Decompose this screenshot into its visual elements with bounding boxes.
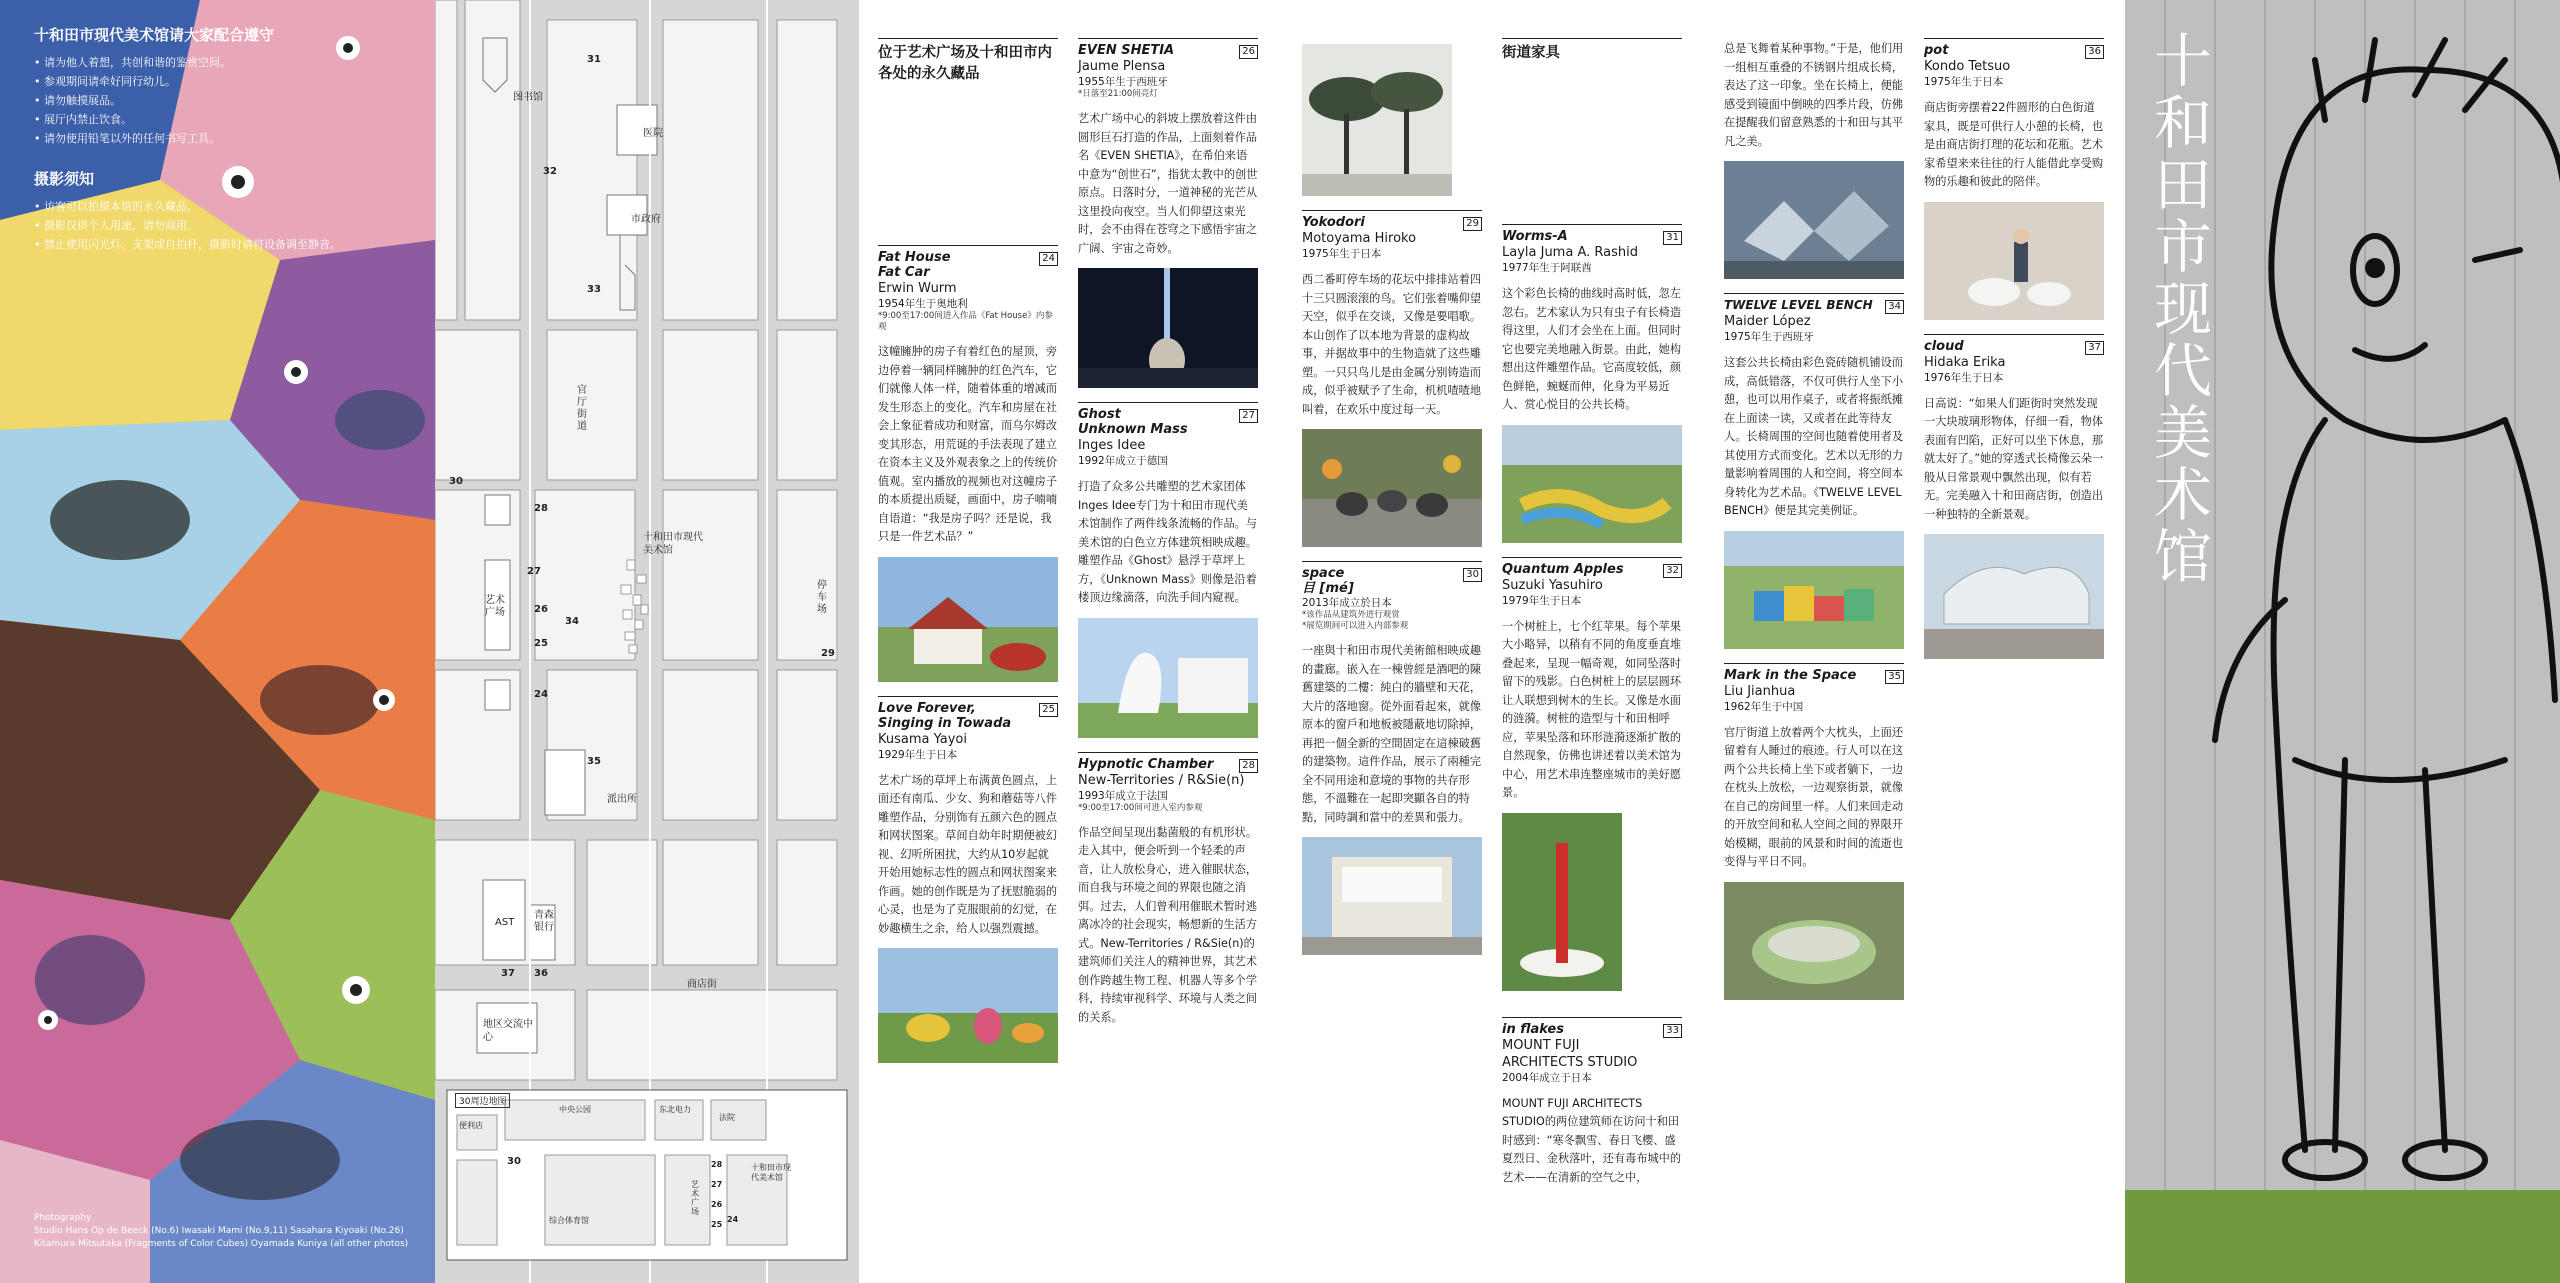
- trees-photo: [1302, 44, 1452, 196]
- entry-number: 31: [1663, 231, 1682, 245]
- pot-photo: [1924, 202, 2104, 320]
- entry-note: *日落至21:00间亮灯: [1078, 89, 1158, 99]
- map-label: 艺术广场: [485, 595, 505, 618]
- photo-rules-list: [34, 197, 424, 254]
- street-number: 36: [534, 968, 548, 979]
- inset-number: 30: [507, 1156, 521, 1167]
- entry-32: [1502, 557, 1682, 803]
- entry-meta: 2004年成立于日本: [1502, 1071, 1592, 1084]
- block-number: 24: [534, 689, 548, 700]
- even-shetia-photo: [1078, 268, 1258, 388]
- entry-description: 西二番町停车场的花坛中排排站着四十三只圆滚滚的鸟。它们张着嘴仰望天空，似乎在交谈，又像是要唱歌。本山创作了以本地为背景的虚构故事，并据故事中的生物造就了这些雕塑。一只只鸟儿是由金属分别铸造而成，似乎被赋予了生命，机机喳喳地叫着，在欢乐中度过每一天。: [1302, 273, 1482, 416]
- entry-number: 33: [1663, 1024, 1682, 1038]
- entry-31: [1502, 224, 1682, 415]
- street-number: 29: [821, 648, 835, 659]
- in-flakes-photo: [1724, 161, 1904, 279]
- continued-text: 总是飞舞着某种事物。”于是，他们用一组相互重叠的不锈钢片组成长椅，表达了这一印象。坐在长椅上，便能感受到镜面中倒映的四季片段，仿佛在提醒我们留意熟悉的十和田与其平凡之美。: [1724, 42, 1904, 148]
- map-label: 十和田市现代美术馆: [643, 532, 703, 556]
- entry-artist: Kondo Tetsuo: [1924, 59, 2011, 74]
- map-label: 青森银行: [534, 910, 554, 933]
- entry-title: space 目 [mé]: [1302, 566, 1354, 596]
- museum-title: 十和田市现代美术馆: [2144, 30, 2212, 588]
- photo-rules-title: 摄影须知: [34, 170, 95, 188]
- entry-number: 26: [1239, 45, 1258, 59]
- entry-title: Hypnotic Chamber: [1078, 756, 1214, 772]
- column-4: [1502, 38, 1682, 1197]
- entry-meta: 1992年成立于德国: [1078, 455, 1168, 467]
- entry-meta: 1955年生于西班牙: [1078, 76, 1168, 88]
- entry-33: [1502, 1017, 1682, 1188]
- entry-artist: Liu Jianhua: [1724, 683, 1796, 699]
- space-gallery-photo: [1302, 837, 1482, 955]
- map-label: 综合体育馆: [549, 1216, 589, 1225]
- map-label: 便利店: [459, 1121, 483, 1130]
- street-number: 31: [587, 54, 601, 65]
- entry-meta: 1975年生于日本: [1302, 248, 1382, 260]
- map-label: 十和田市现代美术馆: [751, 1163, 791, 1182]
- entry-title: pot: [1924, 43, 1949, 58]
- entry-number: 34: [1885, 300, 1904, 314]
- entry-description: 作品空间呈现出黏菌般的有机形状。走入其中，便会听到一个轻柔的声音，让人放松身心，进入催眠状态，而自我与环境之间的界限也随之消弭。过去，人们曾利用催眠术暂时逃离冰冷的社会现实，畅想新的生活方式。New-Territories / R&Sie(n)的建筑师们关注人的精神世界，其艺术创作跨越生物工程、机器人等多个学科，持续审视科学、环境与人类之间的关系。: [1078, 825, 1258, 1024]
- inset-number: 24: [727, 1215, 739, 1224]
- map-blocks: [435, 0, 859, 1283]
- entry-description: 这幢臃肿的房子有着红色的屋顶，旁边停着一辆同样臃肿的红色汽车，它们就像人体一样，随着体重的增减而发生形态上的变化。汽车和房屋在社会上象征着成功和财富，而乌尔姆改变其形态，用荒诞的手法表现了建立在资本主义及外观表象之上的传统价值观。室内播放的视频也对这幢房子的本质提出质疑，画面中，房子喃喃自语道：“我是房子吗？还是说，我只是一件艺术品？”: [878, 345, 1058, 543]
- entry-note: *9:00至17:00间可进入室内参观: [1078, 802, 1203, 813]
- worms-photo: [1502, 425, 1682, 543]
- entry-artist: Maider López: [1724, 314, 1811, 329]
- entry-title: Quantum Apples: [1502, 561, 1624, 577]
- entry-artist: MOUNT FUJI ARCHITECTS STUDIO: [1502, 1037, 1638, 1070]
- entry-number: 37: [2085, 341, 2104, 355]
- entry-artist: Layla Juma A. Rashid: [1502, 245, 1638, 260]
- area-map: [435, 0, 859, 1283]
- entry-number: 30: [1463, 568, 1482, 582]
- entry-number: 35: [1885, 670, 1904, 684]
- street-number: 35: [587, 756, 601, 767]
- entry-meta: 1975年生于西班牙: [1724, 331, 1814, 343]
- entry-28: [1078, 752, 1258, 1028]
- entry-description: 官厅街道上放着两个大枕头，上面还留着有人睡过的痕迹。行人可以在这两个公共长椅上坐下或者躺下，一边在枕头上放松，一边观察街景，就像在自己的房间里一样。人们来回走动的开放空间和私人空间之间的界限开始模糊，眼前的风景和时间的流逝也变得与平日不同。: [1724, 725, 1904, 868]
- entry-description: 一个树桩上，七个红苹果。每个苹果大小略异，以稍有不同的角度垂直堆叠起来，呈现一幅奇观，如同坠落时留下的残影。白色树桩上的层层圆环让人联想到树木的生长。又像是水面的涟漪。树桩的造型与十和田相呼应，苹果坠落和环形涟漪逐渐扩散的自然现象，仿佛也讲述着以美术馆为中心，用艺术串连整座城市的美好愿景。: [1502, 619, 1682, 799]
- street-furniture-title: 街道家具: [1502, 38, 1682, 64]
- entry-description: 艺术广场的草坪上布满黄色圆点，上面还有南瓜、少女、狗和蘑菇等八件雕塑作品，分别饰有五颜六色的圆点和网状图案。草间自幼年时期便被幻视、幻听所困扰，大约从10岁起就开始用她标志性的圆点和网状图案来作画。她的创作既是为了抚慰脆弱的心灵，也是为了克服眼前的幻觉，在妙趣横生之余，给人以强烈震撼。: [878, 773, 1058, 935]
- entry-meta: 1993年成立于法国: [1078, 789, 1168, 802]
- rules-list: [34, 53, 424, 148]
- entry-title: Yokodori: [1302, 215, 1365, 230]
- entry-title: TWELVE LEVEL BENCH: [1724, 298, 1873, 312]
- map-label: 地区交流中心: [483, 1019, 533, 1043]
- column-3: [1302, 38, 1482, 969]
- street-number: 37: [501, 968, 515, 979]
- map-label: 官厅街道: [577, 385, 587, 432]
- entry-description: 商店街旁摆着22件圆形的白色街道家具，既是可供行人小憩的长椅，也是由商店街打理的花坛和花瓶。艺术家希望来来往往的行人能借此享受购物的乐趣和彼此的陪伴。: [1924, 101, 2104, 188]
- block-number: 26: [534, 604, 548, 615]
- column-5: [1724, 40, 1904, 1014]
- entry-number: 32: [1663, 564, 1682, 578]
- entry-title: Fat House Fat Car: [878, 250, 951, 280]
- map-label: 停车场: [817, 580, 827, 615]
- map-label: 艺术广场: [691, 1180, 699, 1216]
- credits-line: Studio Hans Op de Beeck (No.6) Iwasaki Mami (No.9,11) Sasahara Kiyoaki (No.26): [34, 1226, 404, 1236]
- entry-artist: Kusama Yayoi: [878, 731, 967, 747]
- entry-note: *9:00至17:00间进入作品《Fat House》内参观: [878, 311, 1053, 332]
- cloud-photo: [1924, 534, 2104, 659]
- visitor-rules: [34, 24, 424, 274]
- credits-heading: Photography: [34, 1213, 92, 1223]
- entry-title: Worms-A: [1502, 229, 1568, 244]
- map-label: 中央公园: [559, 1105, 591, 1114]
- entry-meta: 1929年生于日本: [878, 748, 958, 761]
- entry-artist: Suzuki Yasuhiro: [1502, 577, 1603, 593]
- entry-title: Ghost Unknown Mass: [1078, 407, 1188, 437]
- entry-30: [1302, 561, 1482, 827]
- entry-25: [878, 696, 1058, 939]
- entry-meta: 1962年生于中国: [1724, 700, 1804, 713]
- block-number: 28: [534, 503, 548, 514]
- entry-artist: Hidaka Erika: [1924, 354, 2006, 370]
- inset-number: 26: [711, 1200, 723, 1209]
- map-label: 东北电力: [659, 1105, 691, 1114]
- entry-artist: New-Territories / R&Sie(n): [1078, 772, 1245, 788]
- inset-number: 28: [711, 1160, 723, 1169]
- entry-number: 24: [1039, 252, 1058, 266]
- photo-credits: [34, 1212, 434, 1251]
- block-number: 25: [534, 638, 548, 649]
- mark-in-the-space-photo: [1724, 882, 1904, 1000]
- inset-map-title: 30周边地图: [455, 1093, 510, 1108]
- rules-title: 十和田市现代美术馆请大家配合遵守: [34, 26, 275, 44]
- entry-number: 36: [2085, 45, 2104, 59]
- entry-24: [878, 245, 1058, 547]
- photo-rules-item: • 禁止使用闪光灯、支架或自拍杆，摄影时请将设备调至静音。: [34, 235, 424, 254]
- yokodori-photo: [1302, 429, 1482, 547]
- street-number: 32: [543, 166, 557, 177]
- quantum-apples-photo: [1502, 813, 1622, 991]
- intro-title: 位于艺术广场及十和田市内各处的永久藏品: [878, 38, 1058, 85]
- entry-title: in flakes: [1502, 1021, 1564, 1037]
- entry-description: 日高说：“如果人们距街时突然发现一大块玻璃形物体，仔细一看，物体表面有凹陷，正好可以坐下休息，那就太好了。”她的穿透式长椅像云朵一般从日常景观中飘然出现，似有若无。完美融入十和田商店街，创造出一种独特的全新景观。: [1924, 396, 2104, 521]
- map-label: 医院: [643, 128, 663, 139]
- entry-artist: Jaume Plensa: [1078, 59, 1166, 74]
- street-number: 30: [449, 476, 463, 487]
- map-label: 派出所: [607, 794, 637, 805]
- credits-line: Kitamura Mitsutaka (Fragments of Color Cubes) Oyamada Kuniya (all other photos): [34, 1239, 409, 1249]
- photo-rules-item: • 访客可以拍摄本馆的永久藏品。: [34, 197, 424, 216]
- love-forever-photo: [878, 948, 1058, 1063]
- entry-description: 这个彩色长椅的曲线时高时低，忽左忽右。艺术家认为只有虫子有长椅造得这里，人们才会坐在上面。但同时它也要完美地融入街景。由此，她构想出这件雕塑作品。它高度较低，颜色鲜艳，蜿蜒而伸，化身为平易近人、赏心悦目的公共长椅。: [1502, 287, 1682, 411]
- entry-37: [1924, 334, 2104, 525]
- column-6: [1924, 38, 2104, 673]
- entry-description: 这套公共长椅由彩色瓷砖随机铺设而成，高低错落，不仅可供行人坐下小憩，也可以用作桌子，或者将振纸摊在上面读一读，又或者在此等待友人。长椅周围的空间也随着使用者及其使用方式而变化。艺术以无形的力量影响着周围的人和空间，将空间本身转化为艺术品。《TWELVE LEVEL BENCH》便是其完美例证。: [1724, 356, 1904, 517]
- entry-meta: 2013年成立於日本: [1302, 597, 1392, 609]
- entry-number: 25: [1039, 703, 1058, 717]
- entry-meta: 1977年生于阿联酋: [1502, 262, 1592, 274]
- entry-artist: Motoyama Hiroko: [1302, 231, 1417, 246]
- entry-meta: 1954年生于奥地利: [878, 298, 968, 310]
- entry-description: MOUNT FUJI ARCHITECTS STUDIO的两位建筑师在访问十和田时感到：“寒冬飘雪、春日飞樱、盛夏烈日、金秋落叶，还有毒布城中的艺术——在清新的空气之中，: [1502, 1096, 1682, 1184]
- column-1: [878, 38, 1058, 1077]
- street-number: 33: [587, 284, 601, 295]
- entry-number: 28: [1239, 759, 1258, 773]
- fat-house-photo: [878, 557, 1058, 682]
- entry-meta: 1975年生于日本: [1924, 76, 2004, 88]
- inset-number: 27: [711, 1180, 723, 1189]
- art-panel: [0, 0, 435, 1283]
- block-number: 27: [527, 566, 541, 577]
- entry-title: Mark in the Space: [1724, 667, 1857, 683]
- map-label: 商店街: [687, 979, 717, 990]
- entry-title: Love Forever, Singing in Towada: [878, 700, 1012, 731]
- entry-title: cloud: [1924, 338, 1964, 354]
- photo-rules-item: • 摄影仅供个人用途，请勿商用。: [34, 216, 424, 235]
- entry-26: [1078, 38, 1258, 258]
- map-label: 图书馆: [513, 92, 543, 103]
- entry-description: 打造了众多公共雕塑的艺术家团体Inges Idee专门为十和田市现代美术馆制作了两件线条流畅的作品。与美术馆的白色立方体建筑相映成趣。雕塑作品《Ghost》悬浮于草坪上方，《Unknown Mass》则像是沿着楼顶边缘滴落，向洗手间内窥视。: [1078, 480, 1258, 604]
- ghost-photo: [1078, 618, 1258, 738]
- street-number: 34: [565, 616, 579, 627]
- map-label: AST: [495, 917, 515, 928]
- entry-artist: Erwin Wurm: [878, 281, 957, 296]
- entry-description: 艺术广场中心的斜坡上摆放着这件由圆形巨石打造的作品，上面刻着作品名《EVEN SHETIA》，在希伯来语中意为“创世石”，指犹太教中的创世原点。日落时分，一道神秘的光芒从这里投向夜空。当人们仰望这束光时，会不由得在苍穹之下感悟宇宙之广阔、宇宙之奇妙。: [1078, 112, 1258, 255]
- inset-number: 25: [711, 1220, 723, 1229]
- entry-note: *该作品从建筑外进行观赏 *展览期间可以进入内部参观: [1302, 610, 1409, 631]
- rules-item: • 展厅内禁止饮食。: [34, 110, 424, 129]
- map-label: 市政府: [631, 214, 661, 225]
- entry-meta: 1979年生于日本: [1502, 594, 1582, 607]
- column-2: [1078, 38, 1258, 1037]
- entry-number: 29: [1463, 217, 1482, 231]
- rules-item: • 请为他人着想，共创和谐的鉴赏空间。: [34, 53, 424, 72]
- entry-35: [1724, 663, 1904, 872]
- entry-36: [1924, 38, 2104, 192]
- rules-item: • 参观期间请牵好同行幼儿。: [34, 72, 424, 91]
- twelve-level-bench-photo: [1724, 531, 1904, 649]
- entry-artist: Inges Idee: [1078, 438, 1146, 453]
- entry-number: 27: [1239, 409, 1258, 423]
- rules-item: • 请勿触摸展品。: [34, 91, 424, 110]
- entry-title: EVEN SHETIA: [1078, 43, 1175, 58]
- entry-29: [1302, 210, 1482, 419]
- entry-description: 一座與十和田市現代美術館相映成趣的畫廊。嵌入在一棟曾經是酒吧的陳舊建築的二樓：純白的牆壁和天花，大片的落地窗。從外面看起來，就像原本的窗戶和地板被隱蔽地切除掉，再把一個全新的空間固定在這棟破舊的建築物。這件作品，展示了兩種完全不同用途和意境的事物的共存形態，不溫難在一起即突顯各自的特點，同時調和當中的差異和張力。: [1302, 644, 1482, 824]
- entry-meta: 1976年生于日本: [1924, 371, 2004, 384]
- map-label: 法院: [719, 1113, 735, 1122]
- rules-item: • 请勿使用铅笔以外的任何书写工具。: [34, 129, 424, 148]
- entry-34: [1724, 293, 1904, 521]
- entry-27: [1078, 402, 1258, 608]
